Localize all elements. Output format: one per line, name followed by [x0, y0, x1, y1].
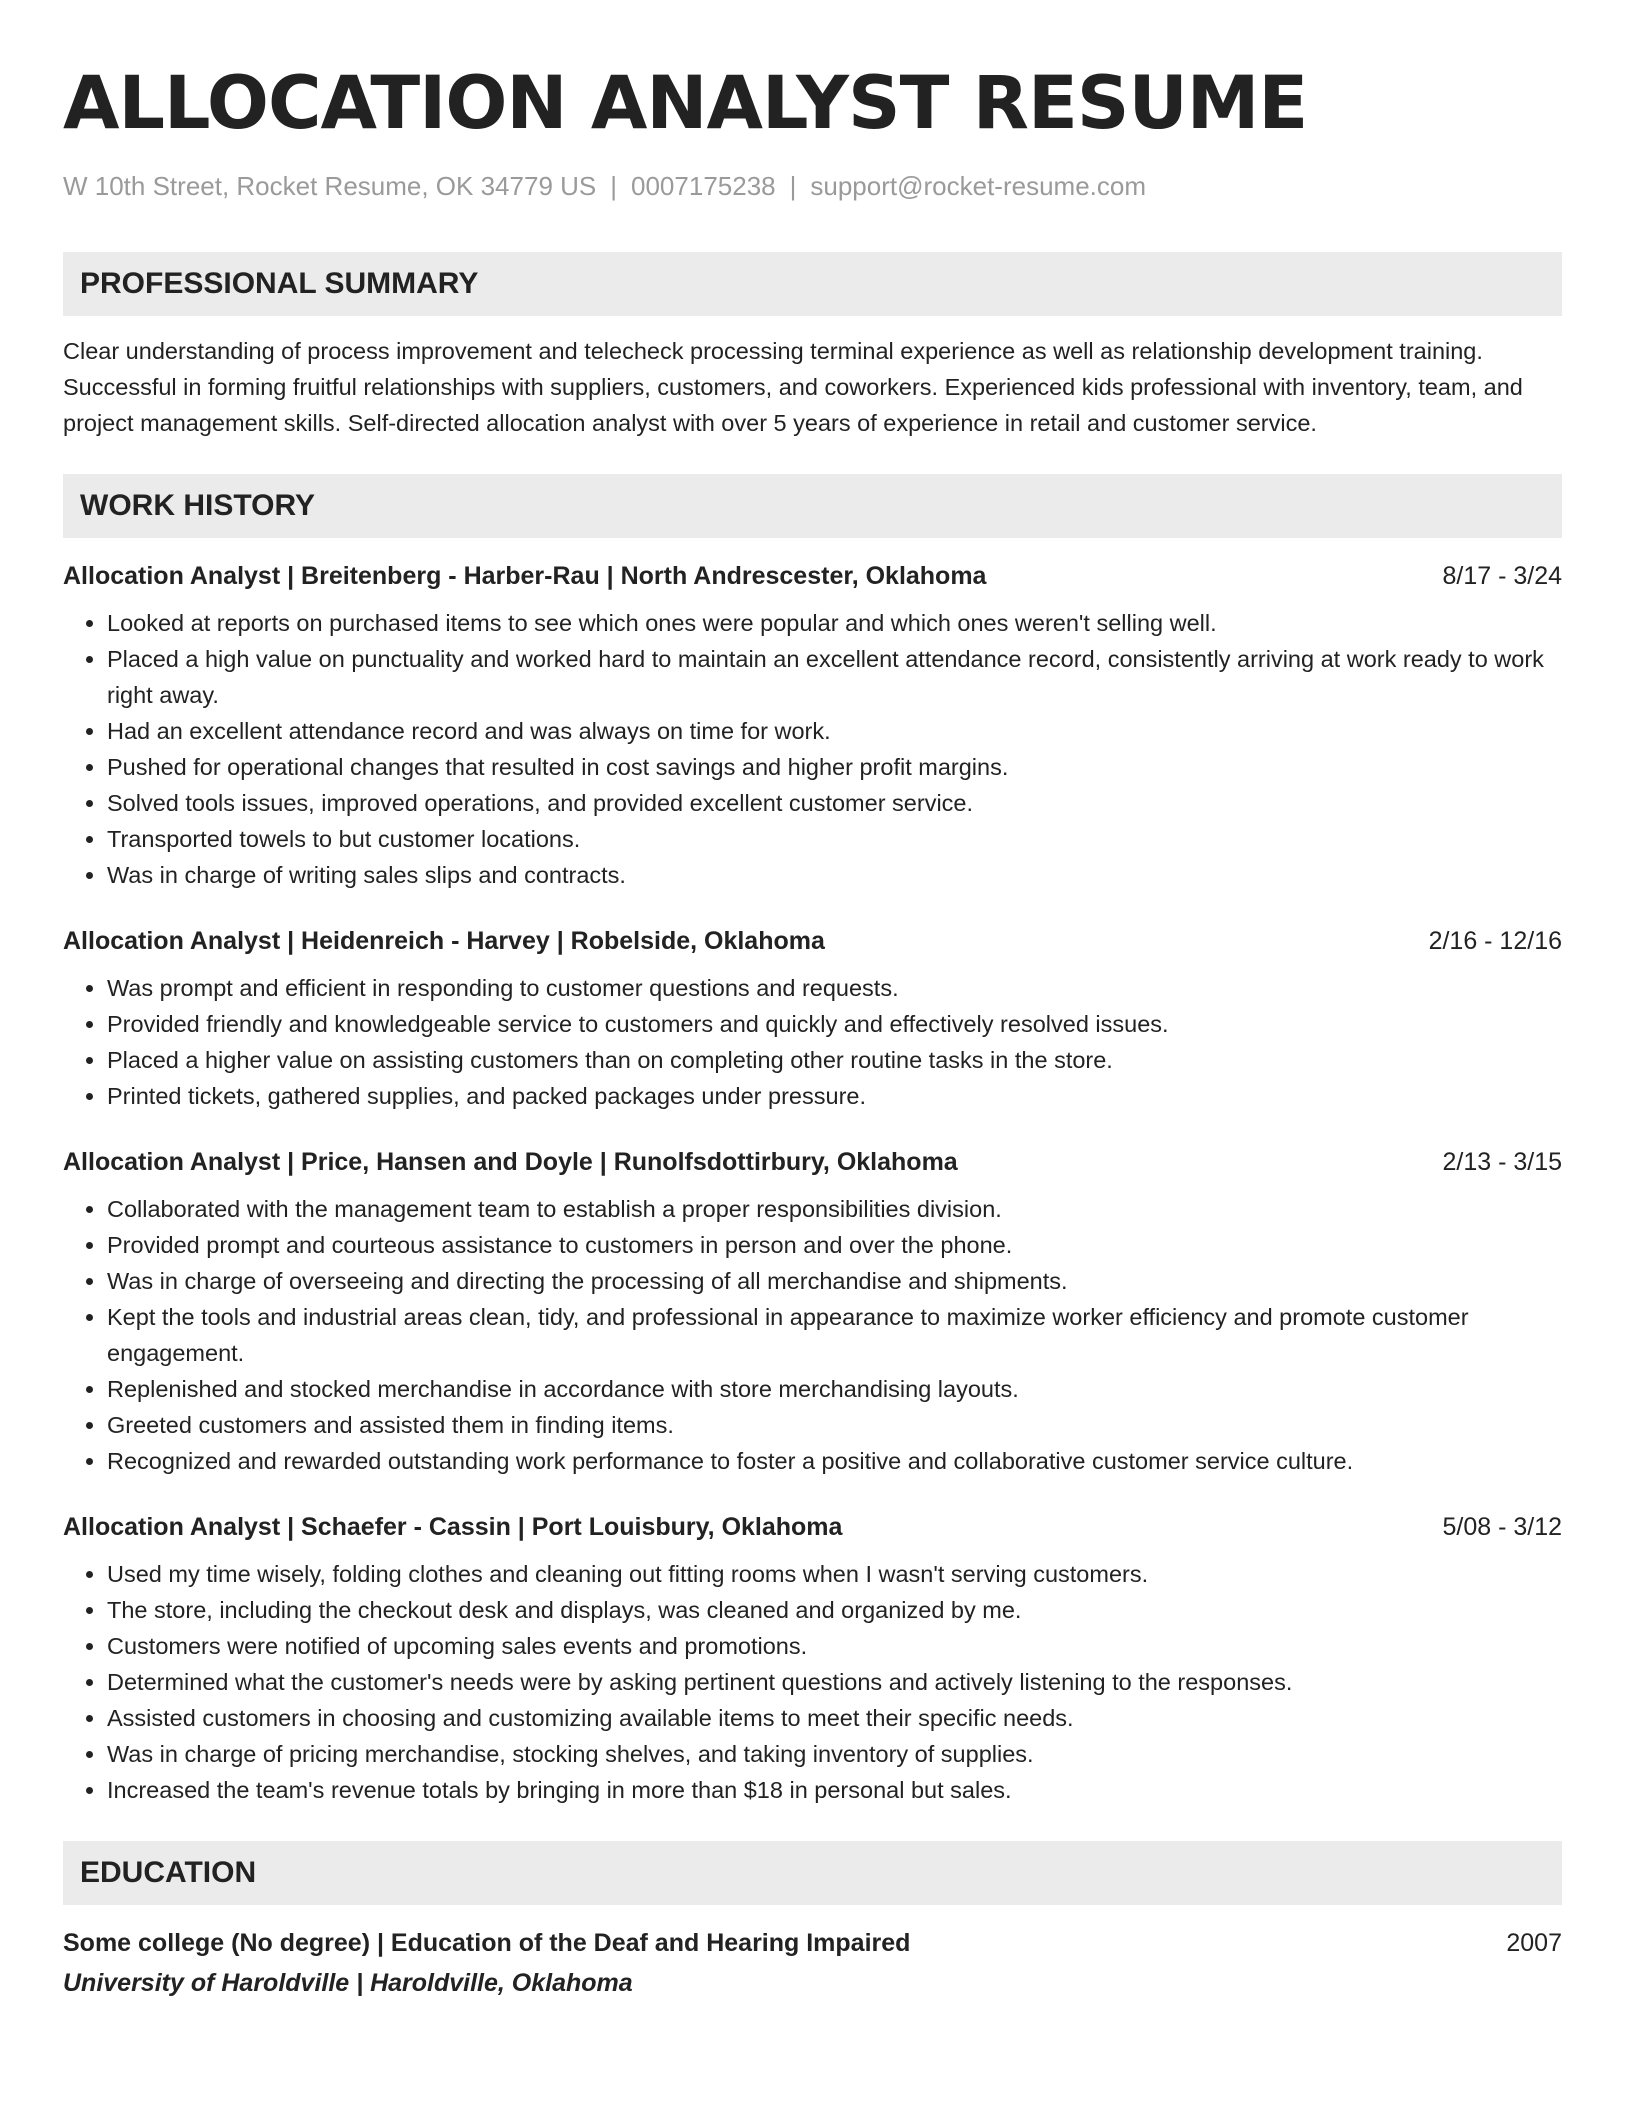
- summary-text: Clear understanding of process improvement and telecheck processing terminal experience as well as relationship development training. Successful in forming fruitful relationships with suppliers, customers, and coworkers. Experienced kids professional with inventory, team, and project management skills. Self-directed allocation analyst with over 5 years of experience in retail and customer service.: [63, 338, 1523, 436]
- job-title: Allocation Analyst | Price, Hansen and Doyle | Runolfsdottirbury, Oklahoma: [63, 1148, 958, 1176]
- job-bullet: • Assisted customers in choosing and customizing available items to meet their specific needs.: [107, 1700, 1562, 1736]
- job-entry: [63, 1510, 1562, 1808]
- contact-email: support@rocket-resume.com: [810, 171, 1147, 201]
- job-bullet: • Was prompt and efficient in responding to customer questions and requests.: [107, 970, 1562, 1006]
- job-bullet: • Replenished and stocked merchandise in accordance with store merchandising layouts.: [107, 1371, 1562, 1407]
- education-entry: [63, 1926, 1562, 2001]
- work-history-heading: WORK HISTORY: [63, 474, 1562, 538]
- job-bullet: • Solved tools issues, improved operations, and provided excellent customer service.: [107, 785, 1562, 821]
- job-bullet: • Transported towels to but customer locations.: [107, 821, 1562, 857]
- contact-separator: |: [789, 171, 797, 201]
- job-bullet-list: [63, 605, 1562, 893]
- job-bullet: • Customers were notified of upcoming sales events and promotions.: [107, 1628, 1562, 1664]
- job-bullet-list: [63, 970, 1562, 1114]
- job-header: [63, 924, 1562, 958]
- job-bullet: • Placed a high value on punctuality and worked hard to maintain an excellent attendance record, consistently arriving at work ready to work right away.: [107, 641, 1562, 713]
- job-title: Allocation Analyst | Schaefer - Cassin | Port Louisbury, Oklahoma: [63, 1513, 843, 1541]
- job-title: Allocation Analyst | Breitenberg - Harber-Rau | North Andrescester, Oklahoma: [63, 562, 987, 590]
- job-bullet: • Looked at reports on purchased items to see which ones were popular and which ones weren't selling well.: [107, 605, 1562, 641]
- job-bullet: • Recognized and rewarded outstanding work performance to foster a positive and collaborative customer service culture.: [107, 1443, 1562, 1479]
- job-header: [63, 559, 1562, 593]
- job-entry: [63, 1145, 1562, 1479]
- job-bullet: • Pushed for operational changes that resulted in cost savings and higher profit margins.: [107, 749, 1562, 785]
- job-bullet: • Determined what the customer's needs were by asking pertinent questions and actively listening to the responses.: [107, 1664, 1562, 1700]
- contact-phone: 0007175238: [631, 171, 776, 201]
- education-heading: EDUCATION: [63, 1841, 1562, 1905]
- job-dates: 8/17 - 3/24: [1442, 562, 1562, 590]
- resume-title: ALLOCATION ANALYST RESUME: [63, 61, 1308, 146]
- job-bullet: • Used my time wisely, folding clothes and cleaning out fitting rooms when I wasn't serving customers.: [107, 1556, 1562, 1592]
- job-dates: 2/13 - 3/15: [1442, 1148, 1562, 1176]
- job-bullet: • Was in charge of pricing merchandise, stocking shelves, and taking inventory of supplies.: [107, 1736, 1562, 1772]
- job-bullet: • Had an excellent attendance record and was always on time for work.: [107, 713, 1562, 749]
- job-entry: [63, 559, 1562, 893]
- job-dates: 5/08 - 3/12: [1442, 1513, 1562, 1541]
- education-year: 2007: [1506, 1929, 1562, 1957]
- job-bullet: • Increased the team's revenue totals by bringing in more than $18 in personal but sales.: [107, 1772, 1562, 1808]
- contact-separator: |: [610, 171, 618, 201]
- summary-heading: PROFESSIONAL SUMMARY: [63, 252, 1562, 316]
- job-bullet: • Was in charge of writing sales slips and contracts.: [107, 857, 1562, 893]
- education-degree: Some college (No degree) | Education of the Deaf and Hearing Impaired: [63, 1929, 911, 1957]
- job-bullet: • Provided prompt and courteous assistance to customers in person and over the phone.: [107, 1227, 1562, 1263]
- job-header: [63, 1145, 1562, 1179]
- job-bullet: • Collaborated with the management team to establish a proper responsibilities division.: [107, 1191, 1562, 1227]
- contact-address: W 10th Street, Rocket Resume, OK 34779 US: [63, 171, 597, 201]
- education-school: University of Haroldville | Haroldville, Oklahoma: [63, 1969, 633, 1997]
- contact-line: [63, 170, 1562, 202]
- job-bullet: • Provided friendly and knowledgeable service to customers and quickly and effectively resolved issues.: [107, 1006, 1562, 1042]
- job-bullet-list: [63, 1556, 1562, 1808]
- resume-page: [63, 58, 1562, 2001]
- work-history-list: [63, 559, 1562, 1808]
- job-title: Allocation Analyst | Heidenreich - Harvey | Robelside, Oklahoma: [63, 927, 825, 955]
- job-bullet: • Kept the tools and industrial areas clean, tidy, and professional in appearance to maximize worker efficiency and promote customer engagement.: [107, 1299, 1562, 1371]
- job-bullet: • Printed tickets, gathered supplies, and packed packages under pressure.: [107, 1078, 1562, 1114]
- job-bullet-list: [63, 1191, 1562, 1479]
- education-header: [63, 1926, 1562, 1960]
- job-bullet: • The store, including the checkout desk and displays, was cleaned and organized by me.: [107, 1592, 1562, 1628]
- job-dates: 2/16 - 12/16: [1428, 927, 1562, 955]
- job-entry: [63, 924, 1562, 1114]
- job-bullet: • Placed a higher value on assisting customers than on completing other routine tasks in the store.: [107, 1042, 1562, 1078]
- job-bullet: • Greeted customers and assisted them in finding items.: [107, 1407, 1562, 1443]
- job-bullet: • Was in charge of overseeing and directing the processing of all merchandise and shipments.: [107, 1263, 1562, 1299]
- job-header: [63, 1510, 1562, 1544]
